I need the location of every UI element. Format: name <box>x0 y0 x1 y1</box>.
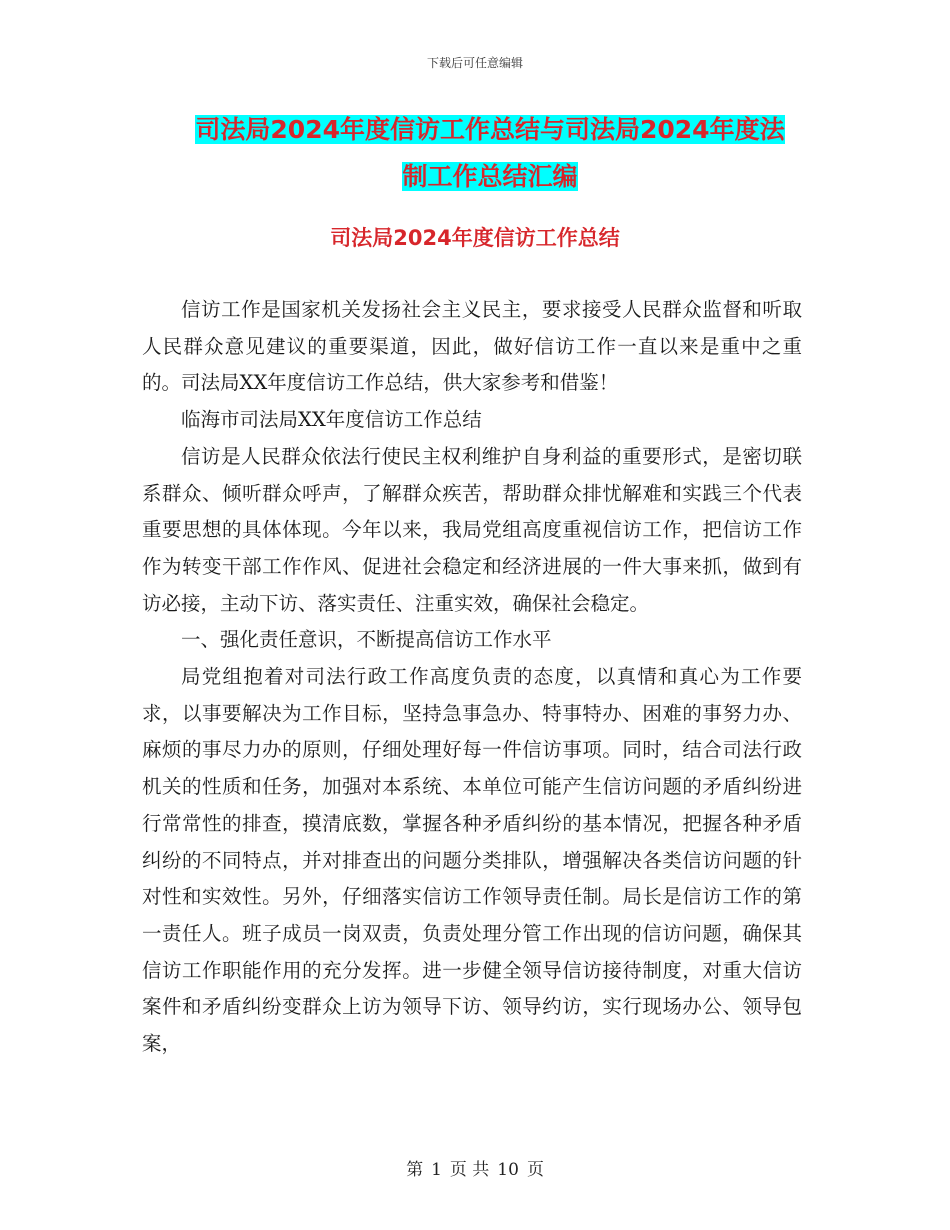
paragraph: 信访工作是国家机关发扬社会主义民主，要求接受人民群众监督和听取人民群众意见建议的重要渠道，因此，做好信访工作一直以来是重中之重的。司法局XX年度信访工作总结，供大家参考和借鉴！ <box>142 298 802 395</box>
page-prefix: 第 <box>406 1160 424 1180</box>
paragraph: 局党组抱着对司法行政工作高度负责的态度，以真情和真心为工作要求，以事要解决为工作目标，坚持急事急办、特事特办、困难的事努力办、麻烦的事尽力办的原则，仔细处理好每一件信访事项。同时，结合司法行政机关的性质和任务，加强对本系统、本单位可能产生信访问题的矛盾纠纷进行常常性的排查，摸清底数，掌握各种矛盾纠纷的基本情况，把握各种矛盾纠纷的不同特点，并对排查出的问题分类排队，增强解决各类信访问题的针对性和实效性。另外，仔细落实信访工作领导责任制。局长是信访工作的第一责任人。班子成员一岗双责，负责处理分管工作出现的信访问题，确保其信访工作职能作用的充分发挥。进一步健全领导信访接待制度，对重大信访案件和矛盾纠纷变群众上访为领导下访、领导约访，实行现场办公、领导包案， <box>142 665 802 1056</box>
header-note: 下载后可任意编辑 <box>426 56 523 70</box>
document-title-line-2: 制工作总结汇编 <box>402 162 578 191</box>
paragraph: 临海市司法局XX年度信访工作总结 <box>181 408 482 432</box>
document-title-line-1: 司法局2024年度信访工作总结与司法局2024年度法 <box>195 115 785 144</box>
document-title <box>160 106 820 200</box>
page-footer <box>0 1155 950 1180</box>
paragraph-heading: 一、强化责任意识，不断提高信访工作水平 <box>181 628 552 652</box>
page-number: 1 <box>431 1160 442 1180</box>
section-title: 司法局2024年度信访工作总结 <box>330 226 620 250</box>
page-middle: 页 共 <box>449 1160 490 1180</box>
paragraph: 信访是人民群众依法行使民主权利维护自身利益的重要形式，是密切联系群众、倾听群众呼声，了解群众疾苦，帮助群众排忧解难和实践三个代表重要思想的具体体现。今年以来，我局党组高度重视信访工作，把信访工作作为转变干部工作作风、促进社会稳定和经济进展的一件大事来抓，做到有访必接，主动下访、落实责任、注重实效，确保社会稳定。 <box>142 444 802 615</box>
document-body <box>142 292 802 1063</box>
page-total: 10 <box>497 1160 519 1180</box>
page-suffix: 页 <box>526 1160 544 1180</box>
